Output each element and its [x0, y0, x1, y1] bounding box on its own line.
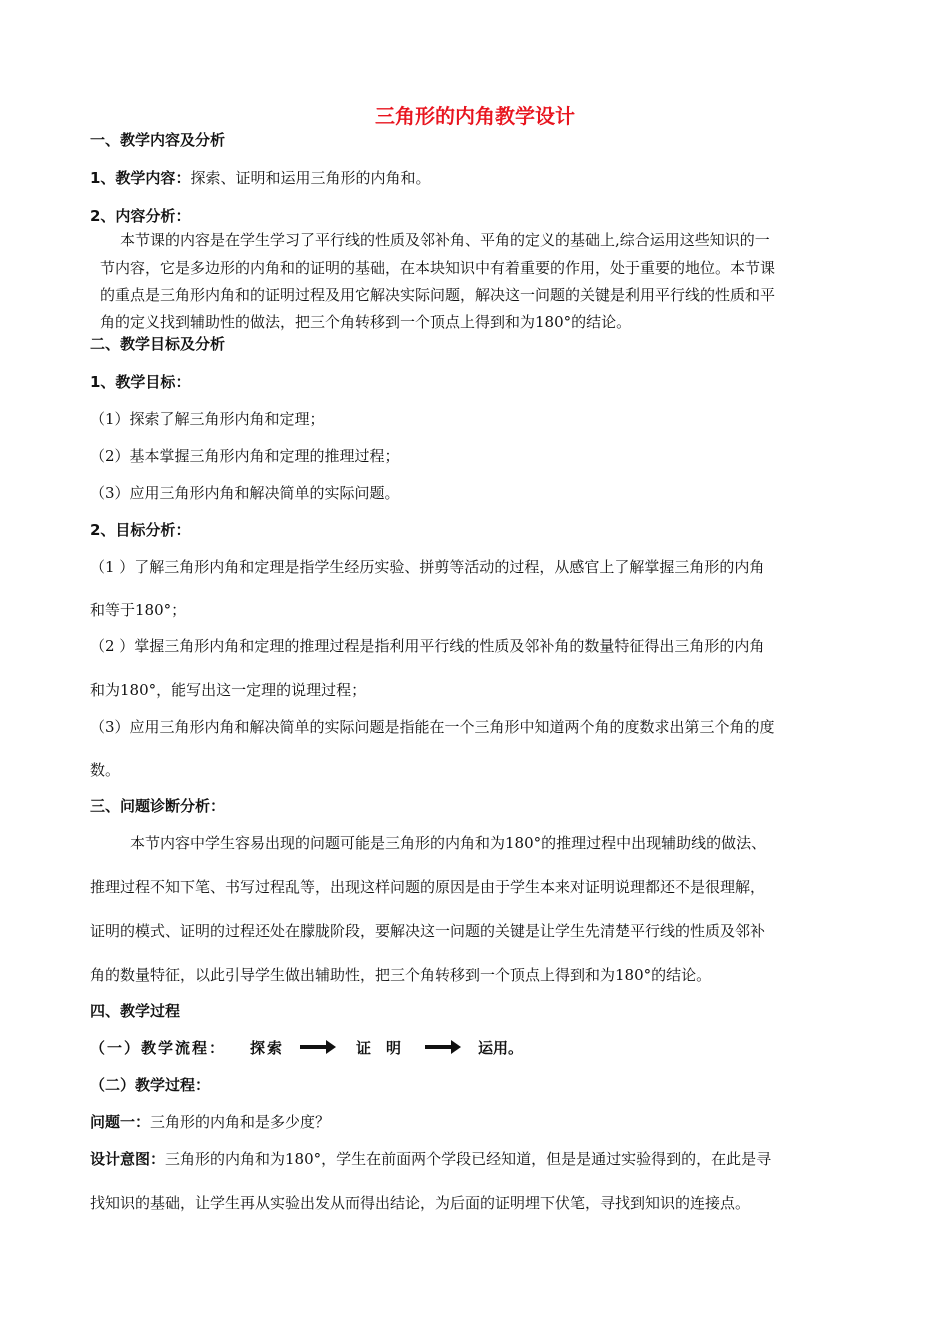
content-analysis-line-2: 节内容，它是多边形的内角和的证明的基础，在本块知识中有着重要的作用，处于重要的地位。本节课	[100, 259, 776, 277]
document-title: 三角形的内角教学设计	[375, 104, 575, 128]
goal-analysis-line-2: 和等于180°；	[90, 601, 187, 619]
section-1-heading: 一、教学内容及分析	[90, 131, 226, 149]
section-4-heading: 四、教学过程	[90, 1002, 181, 1020]
teaching-content-label: 1、教学内容：	[90, 169, 191, 187]
goal-item-3: （3）应用三角形内角和解决简单的实际问题。	[90, 484, 400, 502]
diagnosis-line-3: 证明的模式、证明的过程还处在朦胧阶段，要解决这一问题的关键是让学生先清楚平行线的性质及邻补	[90, 922, 766, 940]
goal-analysis-line-4: 和为180°，能写出这一定理的说理过程；	[90, 681, 367, 699]
question-1-label: 问题一：	[90, 1113, 151, 1131]
goal-analysis-line-6: 数。	[90, 761, 121, 779]
process-label: （二）教学过程：	[90, 1076, 211, 1094]
teaching-content-line	[90, 167, 430, 189]
diagnosis-line-2: 推理过程不知下笔、书写过程乱等，出现这样问题的原因是由于学生本来对证明说理都还不是很理解，	[90, 878, 766, 896]
flow-arrow-icon	[425, 1045, 455, 1049]
goal-item-2: （2）基本掌握三角形内角和定理的推理过程；	[90, 447, 400, 465]
section-3-heading: 三、问题诊断分析：	[90, 797, 226, 815]
design-intent-text-1: 三角形的内角和为180°，学生在前面两个学段已经知道，但是是通过实验得到的，在此是寻	[165, 1150, 772, 1168]
flow-step-explore: 探索	[250, 1039, 285, 1057]
content-analysis-label: 2、内容分析：	[90, 207, 191, 225]
content-analysis-line-3: 的重点是三角形内角和的证明过程及用它解决实际问题，解决这一问题的关键是利用平行线的性质和平	[100, 286, 776, 304]
goal-analysis-line-1: （1 ）了解三角形内角和定理是指学生经历实验、拼剪等活动的过程，从感官上了解掌握三角形的内角	[90, 558, 765, 576]
design-intent-line-1	[90, 1148, 771, 1170]
flow-step-prove: 证 明	[356, 1039, 402, 1057]
goal-analysis-line-3: （2 ）掌握三角形内角和定理的推理过程是指利用平行线的性质及邻补角的数量特征得出三角形的内角	[90, 637, 765, 655]
diagnosis-line-4: 角的数量特征，以此引导学生做出辅助性，把三个角转移到一个顶点上得到和为180°的结论。	[90, 966, 712, 984]
content-analysis-line-4: 角的定义找到辅助性的做法，把三个角转移到一个顶点上得到和为180°的结论。	[100, 313, 632, 331]
goal-analysis-line-5: （3）应用三角形内角和解决简单的实际问题是指能在一个三角形中知道两个角的度数求出第三个角的度	[90, 718, 775, 736]
question-1-line	[90, 1111, 330, 1133]
flow-arrow-icon	[300, 1045, 330, 1049]
teaching-goals-label: 1、教学目标：	[90, 373, 191, 391]
diagnosis-line-1: 本节内容中学生容易出现的问题可能是三角形的内角和为180°的推理过程中出现辅助线的做法、	[130, 834, 767, 852]
section-2-heading: 二、教学目标及分析	[90, 335, 226, 353]
goal-analysis-label: 2、目标分析：	[90, 521, 191, 539]
teaching-content-text: 探索、证明和运用三角形的内角和。	[190, 169, 431, 187]
goal-item-1: （1）探索了解三角形内角和定理；	[90, 410, 325, 428]
flow-step-apply: 运用。	[478, 1039, 524, 1057]
content-analysis-line-1: 本节课的内容是在学生学习了平行线的性质及邻补角、平角的定义的基础上,综合运用这些知识的一	[120, 231, 770, 249]
design-intent-line-2: 找知识的基础，让学生再从实验出发从而得出结论，为后面的证明埋下伏笔，寻找到知识的连接点。	[90, 1194, 751, 1212]
design-intent-label: 设计意图：	[90, 1150, 166, 1168]
question-1-text: 三角形的内角和是多少度？	[150, 1113, 331, 1131]
flow-label: （一）教学流程：	[90, 1039, 227, 1057]
